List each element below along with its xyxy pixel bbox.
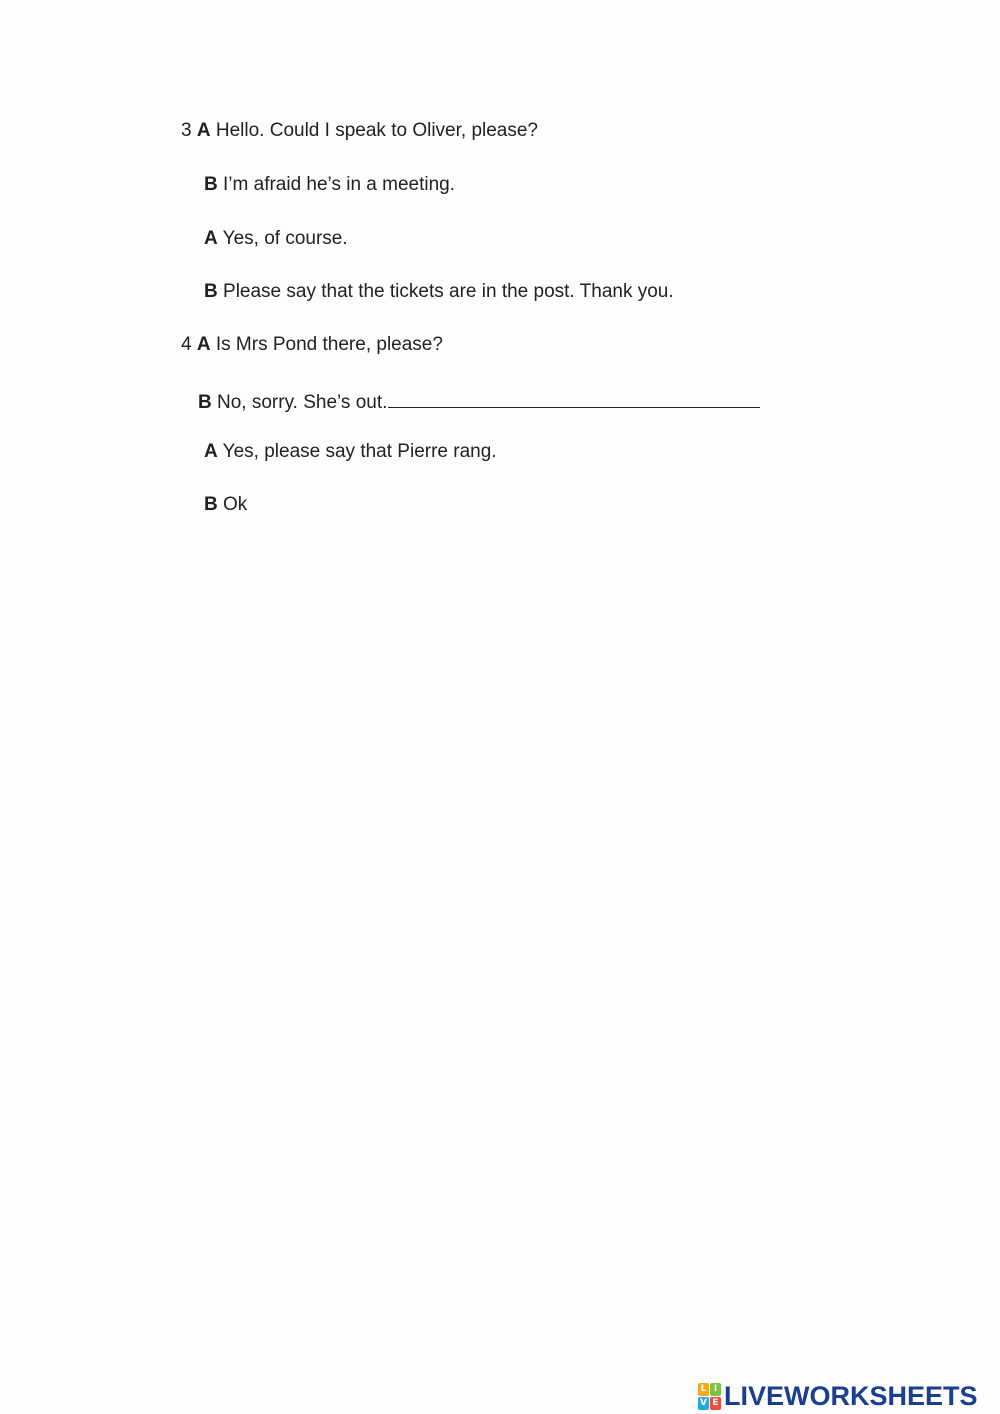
logo-mark-icon [698,1383,721,1410]
liveworksheets-logo [698,1381,978,1411]
speaker-label: A [204,228,218,249]
dialogue-3-line-1 [181,119,538,143]
dialogue-4-line-2 [198,387,760,415]
answer-blank[interactable] [388,387,760,408]
speaker-label: A [204,441,218,462]
dialogue-4-line-3 [204,440,497,464]
dialogue-text: Ok [223,494,248,515]
dialogue-text: Hello. Could I speak to Oliver, please? [215,120,538,141]
speaker-label: B [204,174,218,195]
dialogue-text: Yes, please say that Pierre rang. [222,441,497,462]
logo-tile: V [698,1397,709,1410]
dialogue-number: 3 [181,120,192,141]
dialogue-text: Is Mrs Pond there, please? [215,334,443,355]
logo-tile: E [710,1397,721,1410]
dialogue-3-line-3 [204,227,348,251]
logo-text: LIVEWORKSHEETS [724,1380,978,1411]
speaker-label: B [204,281,218,302]
dialogue-4-line-1 [181,333,443,357]
dialogue-text: No, sorry. She’s out. [217,392,388,413]
speaker-label: B [204,494,218,515]
dialogue-text: I’m afraid he’s in a meeting. [223,174,456,195]
dialogue-text: Yes, of course. [222,228,348,249]
dialogue-3-line-2 [204,173,455,197]
dialogue-4-line-4 [204,493,247,517]
speaker-label: A [196,334,211,355]
speaker-label: A [196,120,211,141]
dialogue-text: Please say that the tickets are in the post. Thank you. [223,281,674,302]
speaker-label: B [198,392,212,413]
dialogue-3-line-4 [204,280,674,304]
dialogue-number: 4 [181,334,192,355]
logo-tile: I [710,1383,721,1396]
logo-tile: L [698,1383,709,1396]
